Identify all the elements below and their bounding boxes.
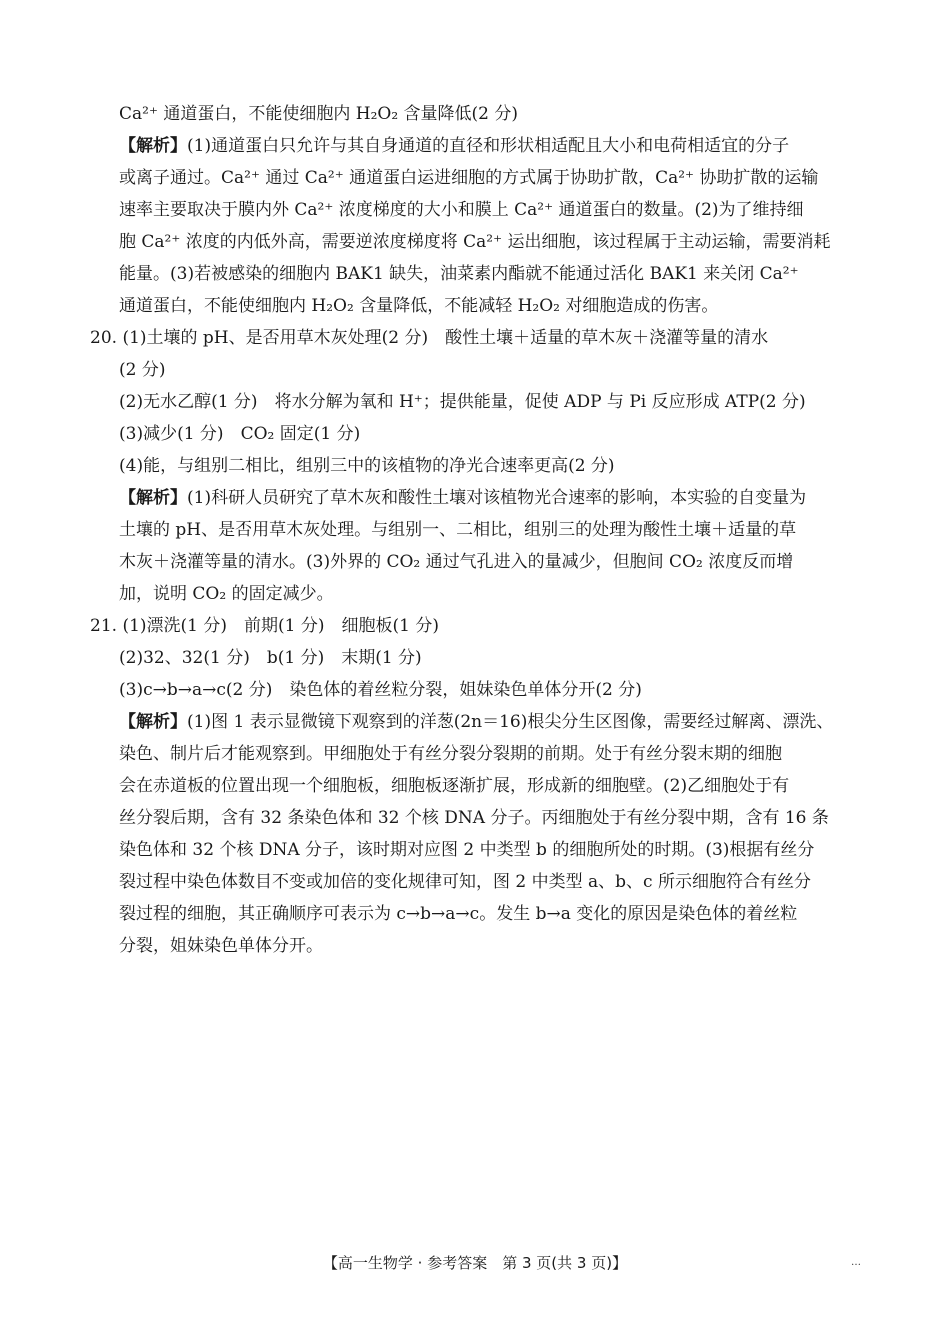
analysis-line: 裂过程的细胞，其正确顺序可表示为 c→b→a→c。发生 b→a 变化的原因是染色体的着丝粒 — [119, 904, 798, 924]
answer-line: Ca²⁺ 通道蛋白，不能使细胞内 H₂O₂ 含量降低(2 分) — [119, 104, 519, 124]
answer-line: (2)无水乙醇(1 分) 将水分解为氧和 H⁺；提供能量，促使 ADP 与 Pi 反应形成 ATP(2 分) — [119, 392, 806, 412]
answer-line: (3)c→b→a→c(2 分) 染色体的着丝粒分裂，姐妹染色单体分开(2 分) — [119, 680, 642, 700]
analysis-line: 通道蛋白，不能使细胞内 H₂O₂ 含量降低，不能减轻 H₂O₂ 对细胞造成的伤害。 — [119, 296, 719, 316]
analysis-text: (1)科研人员研究了草木灰和酸性土壤对该植物光合速率的影响，本实验的自变量为 — [187, 488, 807, 508]
analysis-line — [119, 135, 789, 157]
analysis-label: 【解析】 — [119, 136, 187, 156]
analysis-line: 丝分裂后期，含有 32 条染色体和 32 个核 DNA 分子。丙细胞处于有丝分裂中期，含有 16 条 — [119, 808, 829, 828]
answer-line: (2 分) — [119, 360, 166, 380]
question-20-line: 20. (1)土壤的 pH、是否用草木灰处理(2 分) 酸性土壤＋适量的草木灰＋浇灌等量的清水 — [90, 328, 769, 348]
answer-line: (3)减少(1 分) CO₂ 固定(1 分) — [119, 424, 361, 444]
analysis-line: 或离子通过。Ca²⁺ 通过 Ca²⁺ 通道蛋白运进细胞的方式属于协助扩散，Ca²⁺ 协助扩散的运输 — [119, 168, 819, 188]
analysis-label: 【解析】 — [119, 712, 187, 732]
analysis-line: 胞 Ca²⁺ 浓度的内低外高，需要逆浓度梯度将 Ca²⁺ 运出细胞，该过程属于主动运输，需要消耗 — [119, 232, 831, 252]
analysis-line — [119, 487, 806, 509]
page-footer: 【高一生物学 · 参考答案 第 3 页(共 3 页)】 — [322, 1254, 628, 1272]
analysis-text: (1)通道蛋白只允许与其自身通道的直径和形状相适配且大小和电荷相适宜的分子 — [187, 136, 790, 156]
analysis-line: 染色、制片后才能观察到。甲细胞处于有丝分裂分裂期的前期。处于有丝分裂末期的细胞 — [119, 744, 782, 764]
analysis-line: 木灰＋浇灌等量的清水。(3)外界的 CO₂ 通过气孔进入的量减少，但胞间 CO₂ 浓度反而增 — [119, 552, 794, 572]
analysis-line: 分裂，姐妹染色单体分开。 — [119, 936, 323, 956]
analysis-line: 土壤的 pH、是否用草木灰处理。与组别一、二相比，组别三的处理为酸性土壤＋适量的草 — [119, 520, 797, 540]
question-21-line: 21. (1)漂洗(1 分) 前期(1 分) 细胞板(1 分) — [90, 616, 439, 636]
analysis-line: 会在赤道板的位置出现一个细胞板，细胞板逐渐扩展，形成新的细胞壁。(2)乙细胞处于有 — [119, 776, 790, 796]
answer-line: (4)能，与组别二相比，组别三中的该植物的净光合速率更高(2 分) — [119, 456, 615, 476]
analysis-line: 速率主要取决于膜内外 Ca²⁺ 浓度梯度的大小和膜上 Ca²⁺ 通道蛋白的数量。(2)为了维持细 — [119, 200, 804, 220]
analysis-line: 裂过程中染色体数目不变或加倍的变化规律可知，图 2 中类型 a、b、c 所示细胞符合有丝分 — [119, 872, 811, 892]
corner-mark: … — [851, 1257, 861, 1268]
analysis-line: 能量。(3)若被感染的细胞内 BAK1 缺失，油菜素内酯就不能通过活化 BAK1 来关闭 Ca²⁺ — [119, 264, 799, 284]
analysis-line: 加，说明 CO₂ 的固定减少。 — [119, 584, 334, 604]
answer-line: (2)32、32(1 分) b(1 分) 末期(1 分) — [119, 648, 422, 668]
analysis-text: (1)图 1 表示显微镜下观察到的洋葱(2n＝16)根尖分生区图像，需要经过解离、漂洗、 — [187, 712, 834, 732]
analysis-line — [119, 711, 833, 733]
analysis-label: 【解析】 — [119, 488, 187, 508]
analysis-line: 染色体和 32 个核 DNA 分子，该时期对应图 2 中类型 b 的细胞所处的时期。(3)根据有丝分 — [119, 840, 815, 860]
